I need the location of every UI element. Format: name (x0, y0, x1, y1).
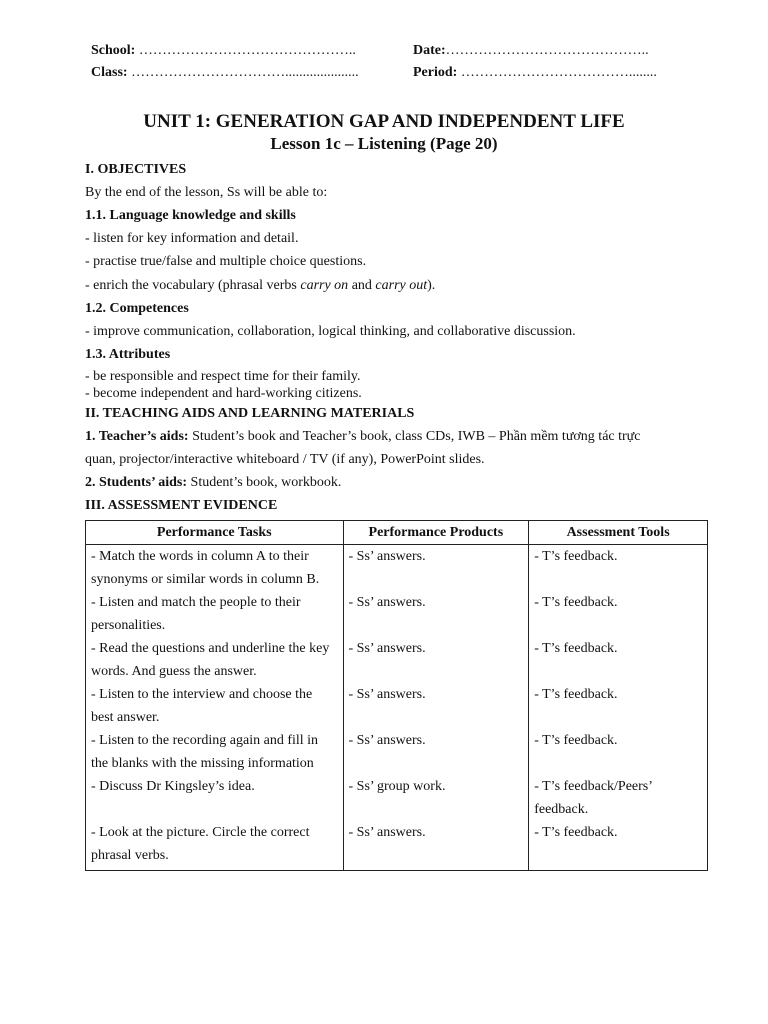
tool-text: - T’s feedback. (534, 825, 618, 840)
teacher-aids-text: Student’s book and Teacher’s book, class CDs, IWB – Phần mềm tương tác trực (188, 429, 641, 444)
attributes-item: - be responsible and respect time for their family. (85, 369, 361, 384)
product-cell (343, 591, 529, 637)
product-cell (343, 637, 529, 683)
task-cell (86, 545, 344, 592)
objectives-intro: By the end of the lesson, Ss will be able to: (85, 185, 328, 200)
tool-cell (529, 591, 708, 637)
product-cell (343, 729, 529, 775)
class-blank: ……………………………..................... (131, 65, 359, 80)
table-row (86, 591, 708, 637)
period-blank: ………………………………........ (460, 65, 657, 80)
task-text: - Listen to the interview and choose the best answer. (91, 687, 313, 725)
product-text: - Ss’ group work. (348, 779, 446, 794)
assessment-table (85, 520, 708, 871)
product-text: - Ss’ answers. (348, 549, 426, 564)
vocab-prefix: - enrich the vocabulary (phrasal verbs (85, 278, 301, 293)
knowledge-heading: 1.1. Language knowledge and skills (85, 208, 296, 223)
vocab-suffix: ). (427, 278, 436, 293)
product-text: - Ss’ answers. (348, 595, 426, 610)
teacher-aids-label: 1. Teacher’s aids: (85, 429, 189, 444)
lesson-subtitle: Lesson 1c – Listening (Page 20) (270, 134, 498, 153)
product-cell (343, 683, 529, 729)
product-text: - Ss’ answers. (348, 733, 426, 748)
teacher-aids-continued: quan, projector/interactive whiteboard / TV (if any), PowerPoint slides. (85, 452, 485, 467)
period-label: Period: (413, 65, 458, 80)
product-cell (343, 545, 529, 592)
tool-text: - T’s feedback/Peers’ feedback. (534, 779, 652, 817)
product-text: - Ss’ answers. (348, 825, 426, 840)
knowledge-item: - practise true/false and multiple choice questions. (85, 254, 367, 269)
unit-title: UNIT 1: GENERATION GAP AND INDEPENDENT LIFE (143, 111, 625, 132)
student-aids-text: Student’s book, workbook. (187, 475, 342, 490)
task-text: - Discuss Dr Kingsley’s idea. (91, 779, 255, 794)
school-blank: ……………………………………….. (138, 43, 356, 58)
table-row (86, 775, 708, 821)
column-header-products: Performance Products (343, 521, 529, 545)
task-text: - Read the questions and underline the key words. And guess the answer. (91, 641, 330, 679)
vocabulary-item (85, 277, 435, 295)
task-cell (86, 591, 344, 637)
product-cell (343, 821, 529, 871)
school-field (91, 42, 356, 60)
vocab-and: and (348, 278, 376, 293)
vocab-term-carry-out: carry out (375, 278, 428, 293)
date-blank: …………………………………….. (445, 43, 649, 58)
column-header-tools: Assessment Tools (529, 521, 708, 545)
date-field (413, 42, 649, 60)
class-label: Class: (91, 65, 128, 80)
tool-text: - T’s feedback. (534, 733, 618, 748)
task-cell (86, 775, 344, 821)
task-cell (86, 637, 344, 683)
student-aids-label: 2. Students’ aids: (85, 475, 188, 490)
knowledge-item: - listen for key information and detail. (85, 231, 299, 246)
task-text: - Listen and match the people to their personalities. (91, 595, 301, 633)
task-cell (86, 821, 344, 871)
tool-cell (529, 637, 708, 683)
objectives-heading: I. OBJECTIVES (85, 162, 187, 177)
assessment-heading: III. ASSESSMENT EVIDENCE (85, 498, 278, 513)
tool-text: - T’s feedback. (534, 595, 618, 610)
task-text: - Match the words in column A to their synonyms or similar words in column B. (91, 549, 320, 587)
tool-cell (529, 729, 708, 775)
task-cell (86, 683, 344, 729)
table-row (86, 821, 708, 871)
product-cell (343, 775, 529, 821)
competences-item: - improve communication, collaboration, logical thinking, and collaborative discussion. (85, 324, 576, 339)
column-header-tasks: Performance Tasks (86, 521, 344, 545)
task-cell (86, 729, 344, 775)
table-row (86, 729, 708, 775)
product-text: - Ss’ answers. (348, 687, 426, 702)
tool-text: - T’s feedback. (534, 641, 618, 656)
teacher-aids (85, 428, 640, 446)
tool-cell (529, 545, 708, 592)
task-text: - Look at the picture. Circle the correct phrasal verbs. (91, 825, 310, 863)
table-row (86, 545, 708, 592)
aids-heading: II. TEACHING AIDS AND LEARNING MATERIALS (85, 406, 415, 421)
tool-cell (529, 821, 708, 871)
product-text: - Ss’ answers. (348, 641, 426, 656)
competences-heading: 1.2. Competences (85, 301, 189, 316)
tool-text: - T’s feedback. (534, 549, 618, 564)
table-row (86, 683, 708, 729)
attributes-heading: 1.3. Attributes (85, 347, 171, 362)
attributes-item: - become independent and hard-working citizens. (85, 386, 362, 401)
tool-text: - T’s feedback. (534, 687, 618, 702)
vocab-term-carry-on: carry on (300, 278, 349, 293)
task-text: - Listen to the recording again and fill in the blanks with the missing information (91, 733, 319, 771)
school-label: School: (91, 43, 136, 58)
class-field (91, 64, 359, 82)
tool-cell (529, 775, 708, 821)
table-header-row (86, 521, 708, 545)
student-aids (85, 474, 341, 492)
tool-cell (529, 683, 708, 729)
period-field (413, 64, 657, 82)
date-label: Date: (413, 43, 446, 58)
table-row (86, 637, 708, 683)
